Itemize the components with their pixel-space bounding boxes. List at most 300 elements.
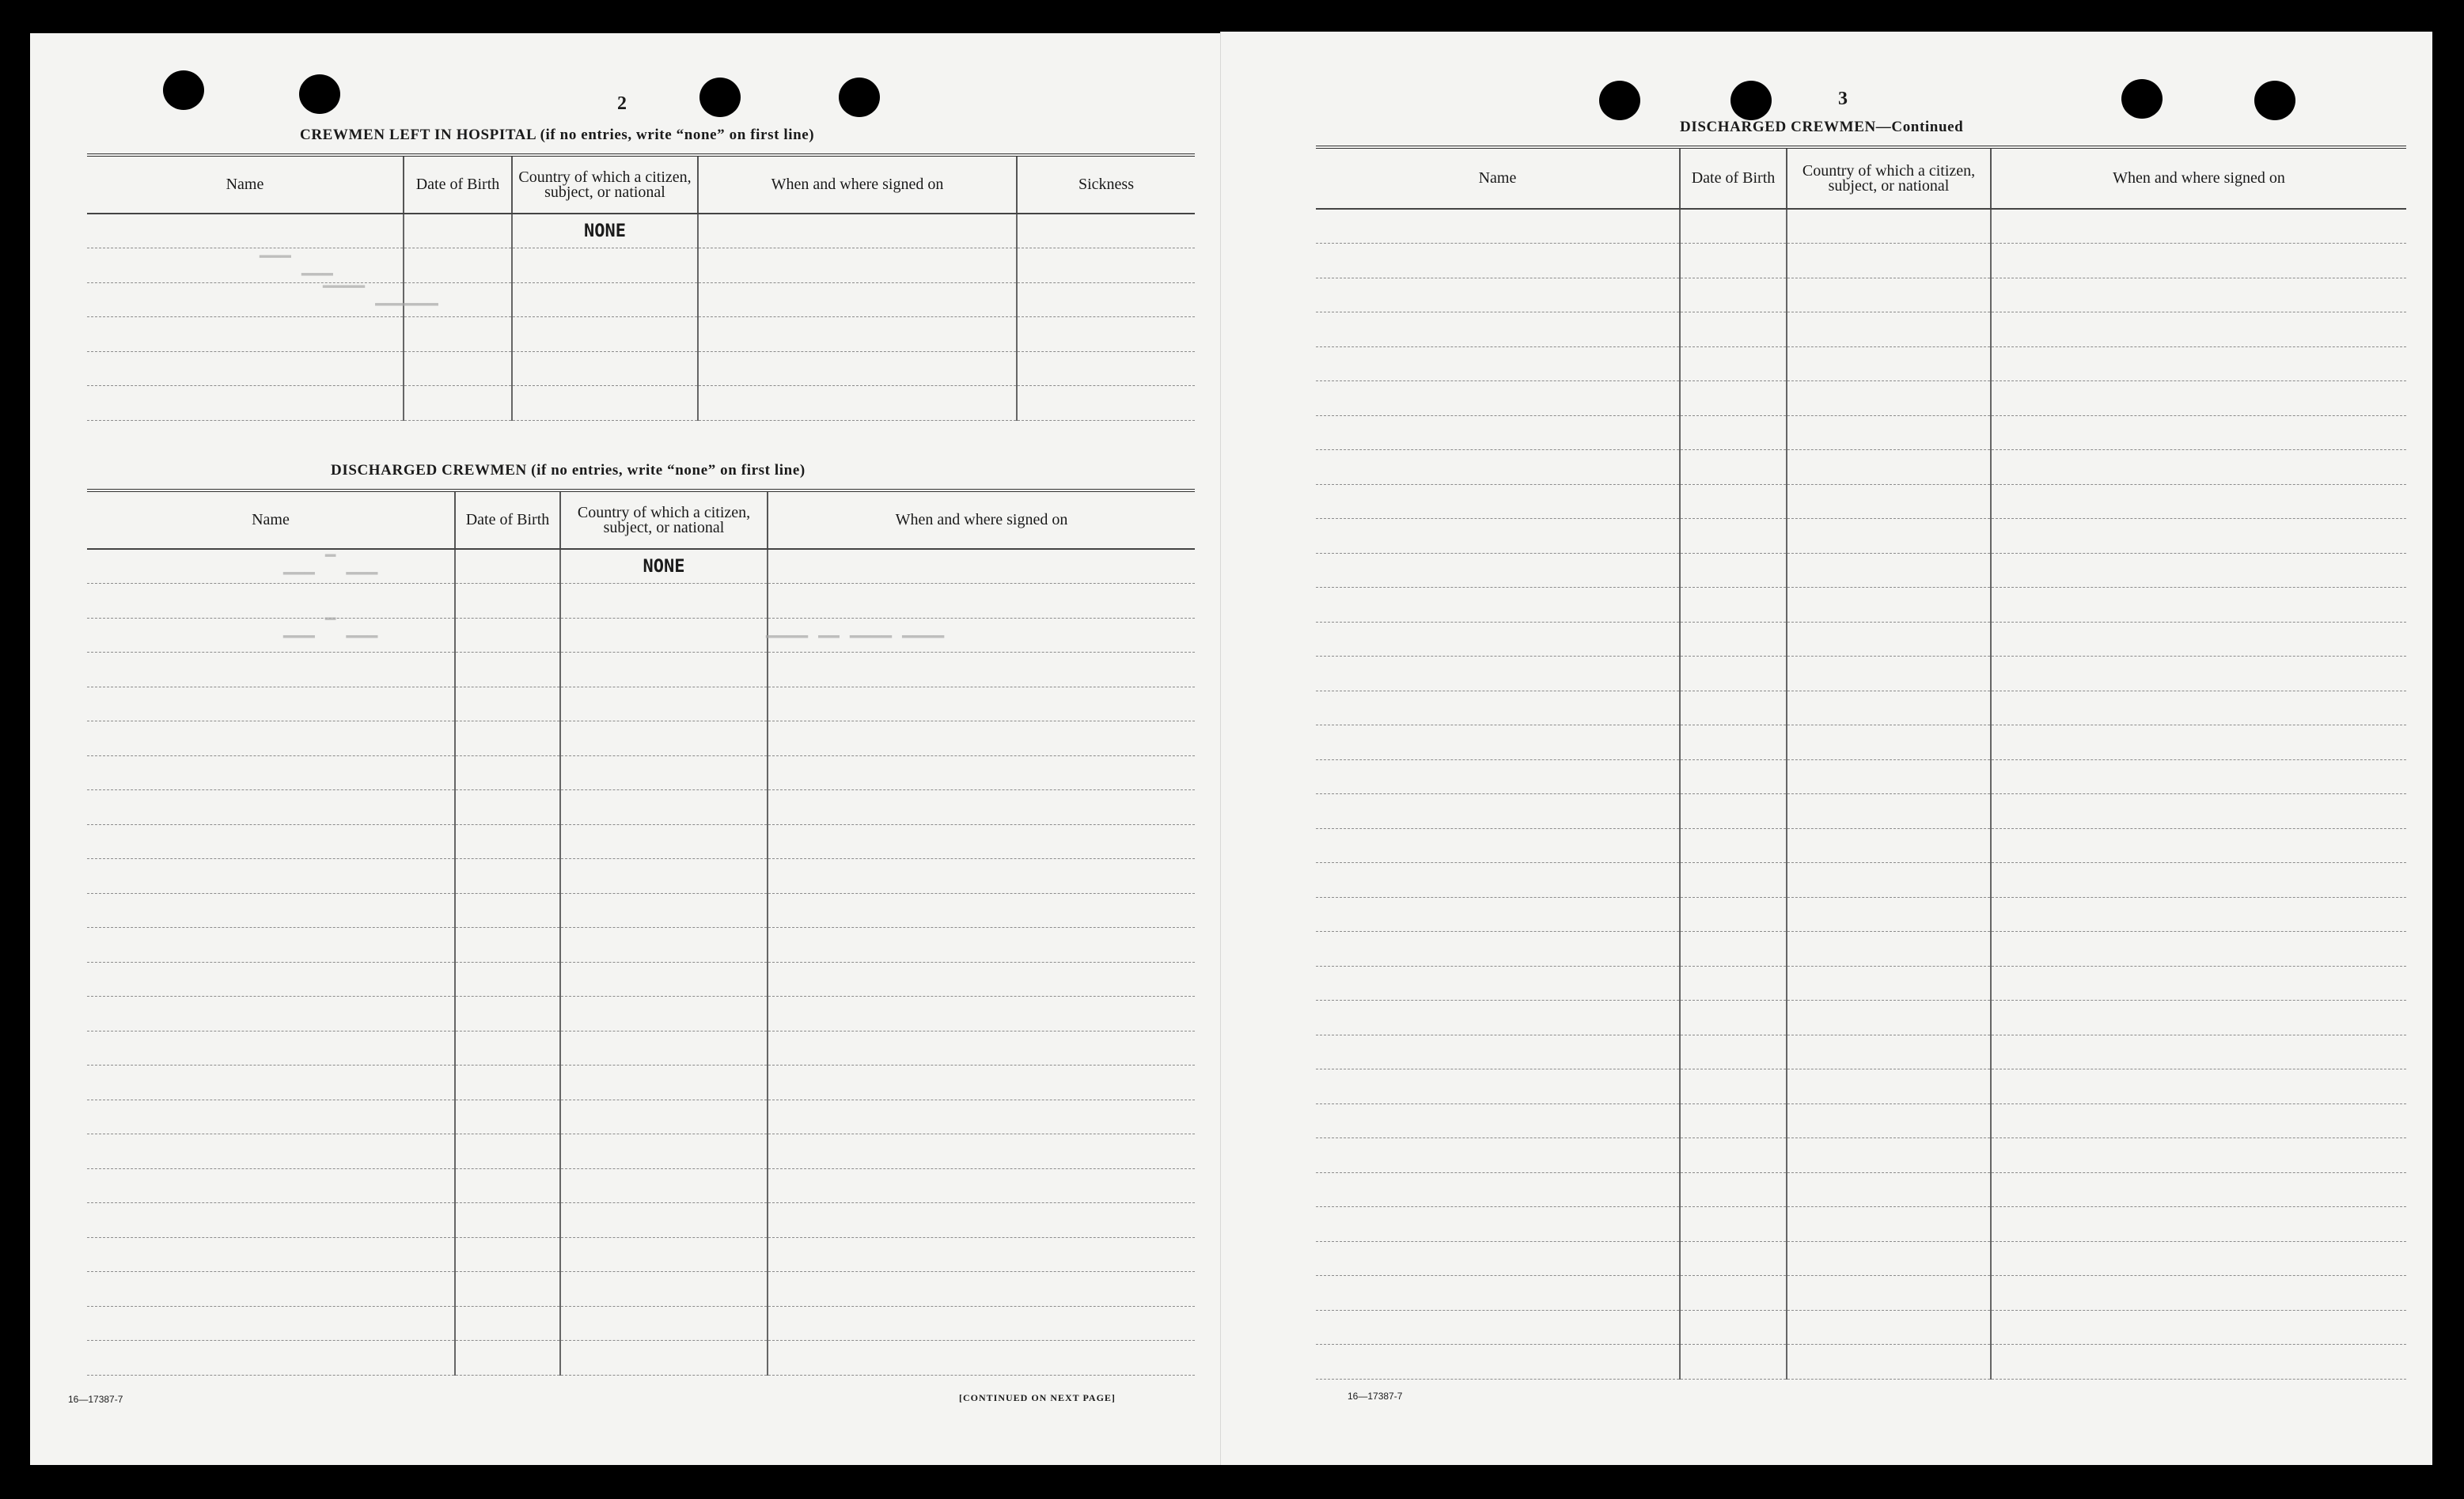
table-cell	[455, 1066, 560, 1100]
table-cell	[1316, 1276, 1680, 1311]
table-cell	[404, 351, 512, 386]
table-cell	[455, 755, 560, 790]
table-row	[87, 214, 1195, 248]
table-row	[1316, 725, 2406, 760]
column-header-country: Country of which a citizen, subject, or national	[1787, 147, 1991, 209]
table-cell	[1991, 278, 2406, 312]
table-cell	[87, 962, 455, 997]
table-cell	[698, 282, 1017, 317]
table-cell	[404, 248, 512, 283]
table-cell	[560, 997, 768, 1032]
table-cell	[768, 687, 1195, 721]
punch-hole	[299, 74, 340, 114]
table-cell	[560, 1341, 768, 1376]
table-row	[87, 721, 1195, 756]
table-row	[87, 1272, 1195, 1307]
table-cell	[768, 755, 1195, 790]
column-header-name: Name	[87, 155, 404, 214]
table-cell	[1680, 1241, 1787, 1276]
table-cell	[87, 859, 455, 894]
table-cell	[768, 1237, 1195, 1272]
table-cell	[1787, 1276, 1991, 1311]
table-cell	[768, 824, 1195, 859]
table-cell	[1316, 1207, 1680, 1242]
table-cell	[1316, 312, 1680, 347]
punch-hole	[2121, 79, 2163, 119]
column-header-country: Country of which a citizen, subject, or national	[512, 155, 698, 214]
table-cell	[87, 1066, 455, 1100]
table-cell	[1680, 932, 1787, 967]
table-cell	[1316, 932, 1680, 967]
table-cell	[1787, 450, 1991, 485]
table-cell	[1787, 312, 1991, 347]
entry-none: NONE	[512, 214, 698, 248]
table-cell	[1991, 1001, 2406, 1035]
table-cell	[560, 653, 768, 687]
table-cell	[1787, 1001, 1991, 1035]
table-row	[87, 997, 1195, 1032]
table-cell	[1680, 484, 1787, 519]
table-cell	[1316, 966, 1680, 1001]
table-cell	[560, 1203, 768, 1238]
punch-hole	[699, 78, 741, 117]
column-header-sickness: Sickness	[1017, 155, 1195, 214]
table-cell	[1787, 1172, 1991, 1207]
table-cell	[1787, 1207, 1991, 1242]
table-row	[87, 1066, 1195, 1100]
table-row	[1316, 450, 2406, 485]
table-cell	[1991, 484, 2406, 519]
table-cell	[1787, 519, 1991, 554]
table-cell	[87, 687, 455, 721]
table-row	[1316, 278, 2406, 312]
table-cell	[1680, 278, 1787, 312]
entry-none: NONE	[560, 549, 768, 584]
table-cell	[455, 1306, 560, 1341]
table-cell	[560, 790, 768, 825]
table-cell	[1316, 1172, 1680, 1207]
hospital-section-title	[300, 127, 814, 144]
table-cell	[87, 755, 455, 790]
table-cell	[698, 317, 1017, 352]
table-cell	[87, 721, 455, 756]
table-row	[87, 755, 1195, 790]
table-cell	[1316, 1069, 1680, 1104]
table-cell	[512, 282, 698, 317]
table-row	[1316, 828, 2406, 863]
table-cell	[1316, 1138, 1680, 1173]
table-cell	[768, 997, 1195, 1032]
table-cell	[1680, 794, 1787, 829]
table-cell	[1017, 386, 1195, 421]
table-cell	[1991, 312, 2406, 347]
bleed-through-mark: ▁▁▁▁ ▁▁▁▁ ▁▁ ▁▁▁▁	[766, 619, 945, 638]
table-cell	[1316, 346, 1680, 381]
table-row	[87, 928, 1195, 963]
table-cell	[1316, 450, 1680, 485]
table-cell	[1991, 794, 2406, 829]
table-cell	[768, 1272, 1195, 1307]
table-cell	[1316, 588, 1680, 623]
table-row	[1316, 1103, 2406, 1138]
table-cell	[1680, 519, 1787, 554]
table-cell	[1787, 484, 1991, 519]
table-row	[1316, 1138, 2406, 1173]
table-cell	[87, 386, 404, 421]
table-cell	[87, 549, 455, 584]
discharged-section-title	[331, 462, 806, 479]
table-cell	[1680, 450, 1787, 485]
table-cell	[455, 824, 560, 859]
table-cell	[87, 790, 455, 825]
table-cell	[560, 1272, 768, 1307]
table-cell	[1680, 1172, 1787, 1207]
table-cell	[1991, 1172, 2406, 1207]
table-cell	[560, 721, 768, 756]
table-cell	[455, 1272, 560, 1307]
table-cell	[560, 584, 768, 619]
table-cell	[1316, 897, 1680, 932]
table-cell	[455, 1168, 560, 1203]
punch-hole	[1599, 81, 1640, 120]
table-cell	[1787, 1241, 1991, 1276]
table-cell	[404, 386, 512, 421]
column-header-name: Name	[1316, 147, 1680, 209]
column-header-date-of-birth: Date of Birth	[455, 490, 560, 549]
table-cell	[698, 214, 1017, 248]
table-row	[87, 962, 1195, 997]
table-cell	[455, 721, 560, 756]
table-row	[87, 1134, 1195, 1169]
table-cell	[1316, 622, 1680, 657]
table-cell	[560, 1237, 768, 1272]
table-cell	[1680, 415, 1787, 450]
table-row	[1316, 1241, 2406, 1276]
table-cell	[1316, 691, 1680, 725]
column-header-country: Country of which a citizen, subject, or national	[560, 490, 768, 549]
table-cell	[1680, 312, 1787, 347]
column-header-signed-on: When and where signed on	[768, 490, 1195, 549]
punch-hole	[839, 78, 880, 117]
table-cell	[1680, 588, 1787, 623]
table-row	[87, 1100, 1195, 1134]
table-row	[87, 824, 1195, 859]
table-cell	[1991, 1069, 2406, 1104]
table-row	[1316, 691, 2406, 725]
table-cell	[1680, 897, 1787, 932]
table-row	[1316, 346, 2406, 381]
table-cell	[455, 1237, 560, 1272]
column-header-date-of-birth: Date of Birth	[404, 155, 512, 214]
table-row	[1316, 794, 2406, 829]
table-cell	[87, 1168, 455, 1203]
table-cell	[455, 618, 560, 653]
table-row	[1316, 932, 2406, 967]
table-cell	[768, 928, 1195, 963]
table-row	[1316, 553, 2406, 588]
table-cell	[512, 386, 698, 421]
table-cell	[1991, 1207, 2406, 1242]
table-cell	[768, 721, 1195, 756]
table-cell	[1680, 1035, 1787, 1069]
table-cell	[404, 214, 512, 248]
table-cell	[560, 618, 768, 653]
table-cell	[1316, 553, 1680, 588]
table-cell	[1787, 1345, 1991, 1380]
table-cell	[1680, 346, 1787, 381]
form-number: 16—17387-7	[68, 1394, 123, 1405]
table-cell	[1787, 346, 1991, 381]
table-cell	[87, 1203, 455, 1238]
table-cell	[512, 248, 698, 283]
table-cell	[1017, 248, 1195, 283]
table-row	[1316, 588, 2406, 623]
table-cell	[455, 1203, 560, 1238]
table-row	[1316, 1001, 2406, 1035]
table-cell	[768, 1134, 1195, 1169]
bleed-through-mark: ▁▁▁▁▁▁ ▔▔▔▔	[323, 286, 438, 306]
table-row	[1316, 759, 2406, 794]
table-cell	[1680, 1069, 1787, 1104]
punch-hole	[1730, 81, 1772, 120]
punch-hole	[163, 70, 204, 110]
table-cell	[1680, 1138, 1787, 1173]
table-cell	[87, 584, 455, 619]
table-cell	[1787, 966, 1991, 1001]
table-cell	[1787, 278, 1991, 312]
table-row	[87, 687, 1195, 721]
table-cell	[768, 1031, 1195, 1066]
table-cell	[1316, 1345, 1680, 1380]
table-cell	[1680, 209, 1787, 244]
table-cell	[768, 790, 1195, 825]
table-cell	[455, 1341, 560, 1376]
table-cell	[1680, 657, 1787, 691]
table-cell	[768, 859, 1195, 894]
table-cell	[1787, 381, 1991, 416]
table-row	[87, 1203, 1195, 1238]
table-cell	[1991, 244, 2406, 278]
table-cell	[1991, 897, 2406, 932]
table-cell	[1680, 1310, 1787, 1345]
table-row	[1316, 966, 2406, 1001]
table-cell	[1787, 1103, 1991, 1138]
table-cell	[1316, 657, 1680, 691]
table-cell	[768, 962, 1195, 997]
table-cell	[1787, 1310, 1991, 1345]
hospital-title-text: CREWMEN LEFT IN HOSPITAL	[300, 127, 536, 143]
table-cell	[87, 214, 404, 248]
table-cell	[1316, 863, 1680, 898]
table-cell	[1787, 415, 1991, 450]
table-row	[87, 351, 1195, 386]
table-cell	[87, 1237, 455, 1272]
hospital-table	[87, 153, 1195, 421]
table-cell	[1316, 415, 1680, 450]
table-row	[1316, 415, 2406, 450]
table-cell	[455, 549, 560, 584]
table-cell	[560, 859, 768, 894]
table-cell	[1991, 381, 2406, 416]
table-cell	[455, 790, 560, 825]
table-cell	[1316, 1103, 1680, 1138]
table-cell	[1316, 381, 1680, 416]
table-cell	[1787, 725, 1991, 760]
table-row	[87, 1341, 1195, 1376]
right-form-page	[1220, 32, 2432, 1465]
table-cell	[1991, 1138, 2406, 1173]
table-row	[1316, 1172, 2406, 1207]
table-cell	[1991, 553, 2406, 588]
bleed-through-mark: ▁▁▁ ▔ ▁▁▁	[283, 555, 378, 575]
table-cell	[768, 584, 1195, 619]
table-row	[1316, 381, 2406, 416]
table-cell	[1991, 691, 2406, 725]
table-cell	[1680, 725, 1787, 760]
punch-hole	[2254, 81, 2295, 120]
table-cell	[560, 1134, 768, 1169]
table-row	[87, 549, 1195, 584]
table-cell	[455, 997, 560, 1032]
table-cell	[1991, 828, 2406, 863]
table-cell	[560, 893, 768, 928]
table-cell	[1991, 932, 2406, 967]
table-cell	[1316, 1001, 1680, 1035]
table-cell	[87, 618, 455, 653]
table-cell	[1787, 863, 1991, 898]
table-row	[1316, 1310, 2406, 1345]
table-cell	[768, 1066, 1195, 1100]
table-cell	[455, 893, 560, 928]
table-cell	[768, 1168, 1195, 1203]
page-number: 3	[1838, 89, 1848, 109]
table-cell	[768, 653, 1195, 687]
table-cell	[1680, 1103, 1787, 1138]
table-row	[87, 790, 1195, 825]
bleed-through-mark: ▁▁▁ ▔▔▔	[260, 256, 333, 276]
bleed-through-mark: ▁▁▁ ▔ ▁▁▁	[283, 619, 378, 638]
table-row	[1316, 897, 2406, 932]
table-row	[1316, 657, 2406, 691]
table-row	[1316, 1035, 2406, 1069]
table-cell	[1991, 657, 2406, 691]
table-cell	[1680, 622, 1787, 657]
table-cell	[1680, 828, 1787, 863]
table-cell	[768, 1100, 1195, 1134]
table-cell	[87, 893, 455, 928]
table-cell	[1316, 1241, 1680, 1276]
table-cell	[1787, 1035, 1991, 1069]
table-cell	[1680, 1276, 1787, 1311]
table-cell	[455, 1134, 560, 1169]
table-cell	[455, 584, 560, 619]
table-cell	[1017, 282, 1195, 317]
left-form-page	[30, 33, 1220, 1465]
table-row	[1316, 484, 2406, 519]
table-row	[87, 1237, 1195, 1272]
table-cell	[1787, 553, 1991, 588]
table-cell	[1991, 966, 2406, 1001]
table-cell	[87, 1306, 455, 1341]
table-cell	[1680, 759, 1787, 794]
table-cell	[87, 1134, 455, 1169]
table-cell	[87, 653, 455, 687]
table-row	[1316, 312, 2406, 347]
table-cell	[87, 1100, 455, 1134]
table-cell	[1680, 244, 1787, 278]
table-row	[87, 893, 1195, 928]
table-cell	[1316, 484, 1680, 519]
table-cell	[698, 386, 1017, 421]
table-row	[87, 282, 1195, 317]
table-row	[1316, 1345, 2406, 1380]
table-row	[87, 618, 1195, 653]
table-cell	[1787, 759, 1991, 794]
table-cell	[455, 928, 560, 963]
table-cell	[1787, 209, 1991, 244]
table-row	[1316, 244, 2406, 278]
continued-note: [CONTINUED ON NEXT PAGE]	[959, 1392, 1116, 1403]
table-cell	[87, 1341, 455, 1376]
table-cell	[1680, 1001, 1787, 1035]
table-cell	[1680, 691, 1787, 725]
table-cell	[1316, 244, 1680, 278]
discharged-table	[87, 489, 1195, 1376]
table-cell	[1787, 1138, 1991, 1173]
table-cell	[455, 859, 560, 894]
form-number: 16—17387-7	[1348, 1391, 1403, 1402]
table-cell	[560, 1066, 768, 1100]
discharged-title-text: DISCHARGED CREWMEN	[331, 462, 527, 479]
table-cell	[560, 687, 768, 721]
table-cell	[1991, 1276, 2406, 1311]
page-number: 2	[617, 93, 627, 114]
column-header-date-of-birth: Date of Birth	[1680, 147, 1787, 209]
table-row	[87, 584, 1195, 619]
table-row	[1316, 622, 2406, 657]
table-cell	[1316, 1035, 1680, 1069]
table-cell	[1991, 759, 2406, 794]
table-cell	[87, 248, 404, 283]
table-cell	[455, 653, 560, 687]
table-row	[87, 317, 1195, 352]
table-cell	[1787, 691, 1991, 725]
table-cell	[1316, 278, 1680, 312]
table-cell	[1316, 209, 1680, 244]
table-cell	[87, 351, 404, 386]
table-cell	[1316, 828, 1680, 863]
table-cell	[1991, 1103, 2406, 1138]
table-cell	[560, 1168, 768, 1203]
table-cell	[1991, 519, 2406, 554]
table-cell	[560, 755, 768, 790]
table-row	[1316, 519, 2406, 554]
table-cell	[1991, 1035, 2406, 1069]
table-cell	[560, 962, 768, 997]
table-cell	[512, 351, 698, 386]
column-header-name: Name	[87, 490, 455, 549]
table-cell	[698, 248, 1017, 283]
table-cell	[1680, 1345, 1787, 1380]
table-cell	[1991, 622, 2406, 657]
table-cell	[1017, 351, 1195, 386]
table-cell	[455, 1100, 560, 1134]
table-cell	[1991, 1310, 2406, 1345]
table-cell	[1316, 519, 1680, 554]
table-cell	[455, 962, 560, 997]
table-cell	[1991, 1241, 2406, 1276]
table-cell	[698, 351, 1017, 386]
